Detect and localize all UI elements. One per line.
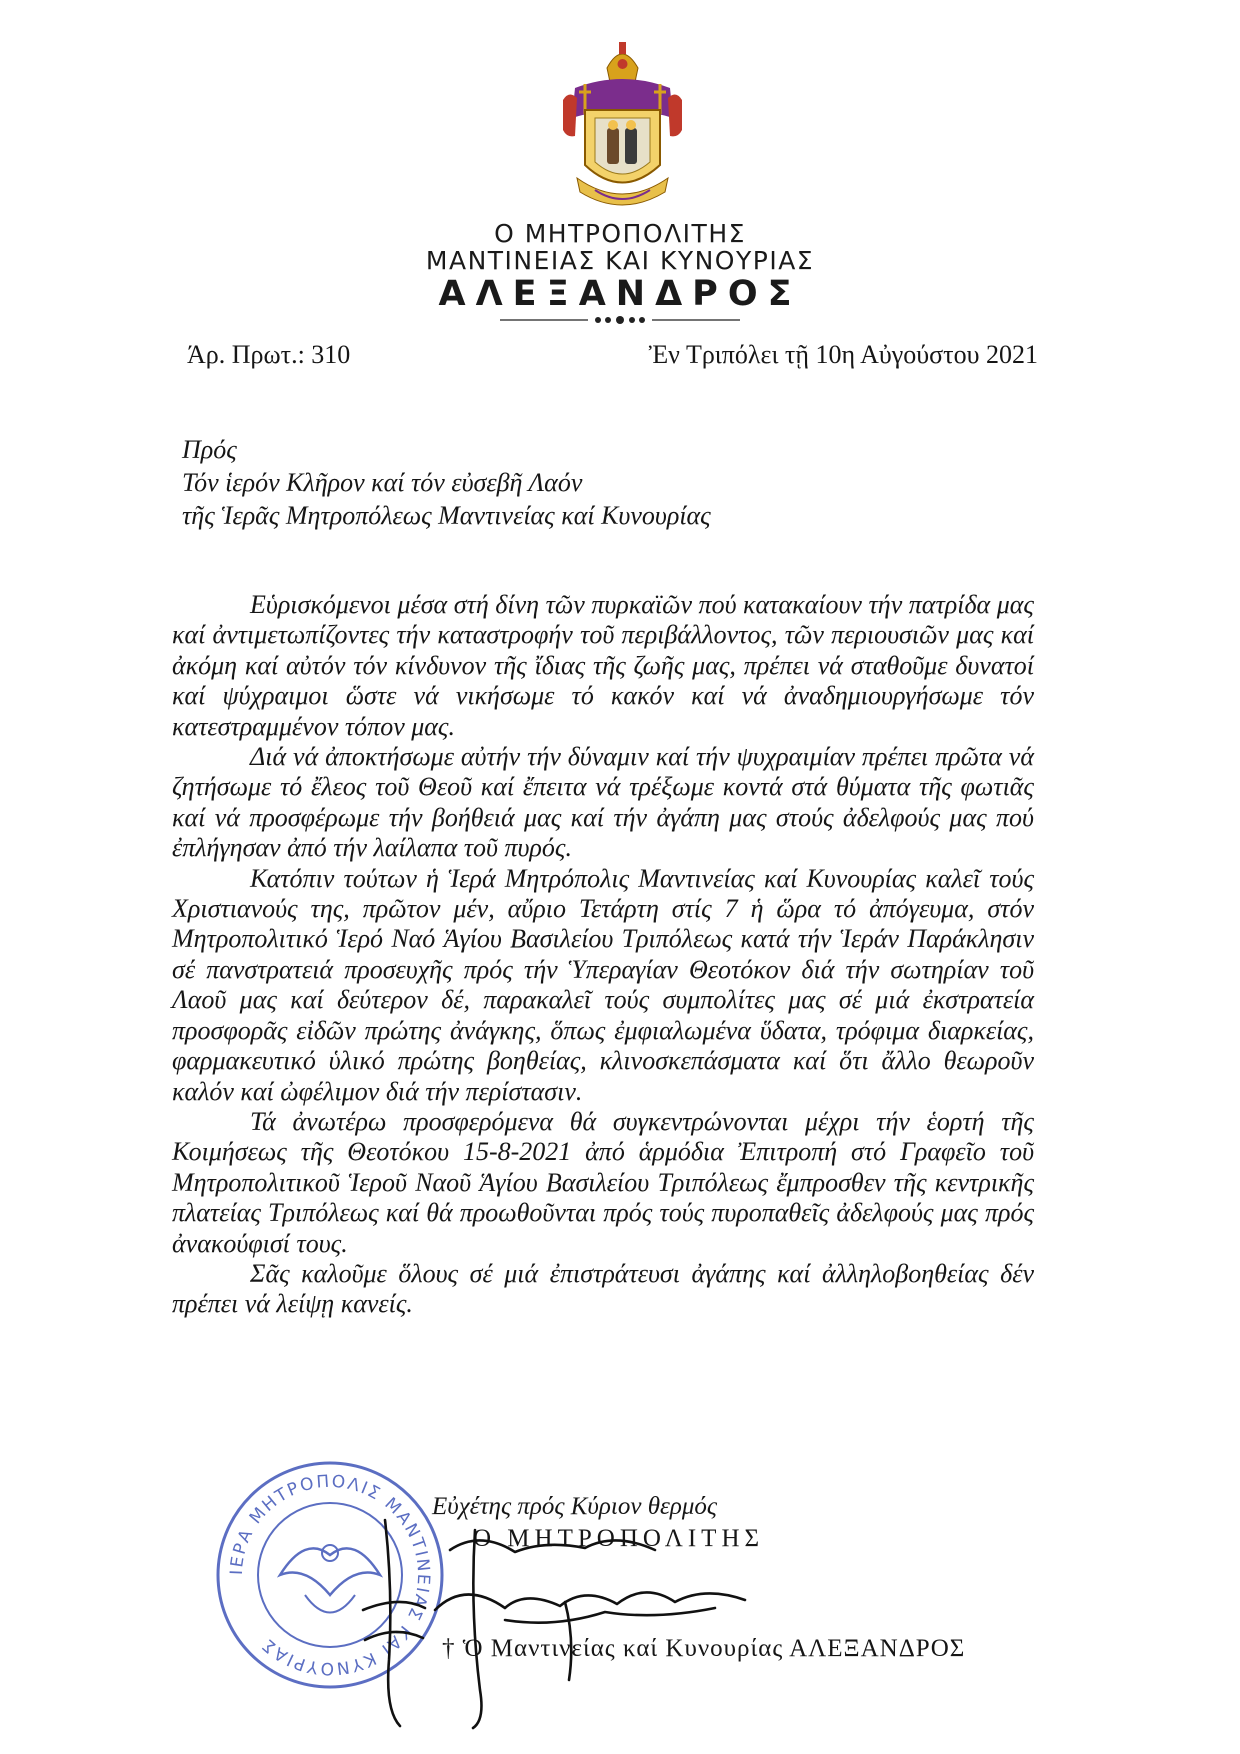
body-paragraph: Κατόπιν τούτων ἡ Ἱερά Μητρόπολις Μαντινείας καί Κυνουρίας καλεῖ τούς Χριστιανούς της, πρῶτον μέν, αὔριο Τετάρτη στίς 7 ἡ ὥρα τό ἀπόγευμα, στόν Μητροπολιτικό Ἱερό Ναό Ἁγίου Βασιλείου Τριπόλεως κατά τήν Ἱεράν Παράκλησιν σέ πανστρατειά προσευχῆς πρός τήν Ὑπεραγίαν Θεοτόκον διά τήν σωτηρίαν τοῦ Λαοῦ μας καί δεύτερον δέ, παρακαλεῖ τούς συμπολίτες μας σέ μιά ἐκστρατεία προσφορᾶς εἰδῶν πρώτης ἀνάγκης, ὅπως ἐμφιαλωμένα ὕδατα, τρόφιμα διαρκείας, φαρμακευτικό ὑλικό πρώτης βοηθείας, κλινοσκεπάσματα καί ὅτι ἄλλο θεωροῦν καλόν καί ὠφέλιμον διά τήν περίστασιν. [172,863,1034,1106]
letter-date: Ἐν Τριπόλει τῇ 10η Αὐγούστου 2021 [648,340,1038,369]
seal-text: ΙΕΡΑ ΜΗΤΡΟΠΟΛΙΣ ΜΑΝΤΙΝΕΙΑΣ ΚΑΙ ΚΥΝΟΥΡΙΑΣ [226,1471,434,1679]
body-paragraph: Εὑρισκόμενοι μέσα στή δίνη τῶν πυρκαϊῶν πού κατακαίουν τήν πατρίδα μας καί ἀντιμετωπίζοντες τήν καταστροφήν τοῦ περιβάλλοντος, τῶν περιουσιῶν μας καί ἀκόμη καί αὐτόν τόν κίνδυνον τῆς ἴδιας τῆς ζωῆς μας, πρέπει νά σταθοῦμε δυνατοί καί ψύχραιμοι ὥστε νά νικήσωμε τό κακόν καί νά ἀναδημιουργήσωμε τόν κατεστραμμένον τόπον μας. [172,590,1034,741]
recipient-to: Πρός [182,435,237,464]
signatory-name: † Ὁ Μαντινείας καί Κυνουρίας ΑΛΕΞΑΝΔΡΟΣ [442,1635,966,1662]
recipient-line-1: Τόν ἱερόν Κλῆρον καί τόν εὐσεβῆ Λαόν [182,468,583,497]
body-paragraph: Τά ἀνωτέρω προσφερόμενα θά συγκεντρώνονται μέχρι τήν ἑορτή τῆς Κοιμήσεως τῆς Θεοτόκου 15-8-2021 ἀπό ἁρμόδια Ἐπιτροπή στό Γραφεῖο τοῦ Μητροπολιτικοῦ Ἱεροῦ Ναοῦ Ἁγίου Βασιλείου Τριπόλεως ἔμπροσθεν τῆς κεντρικῆς πλατείας Τριπόλεως καί θά προωθοῦνται πρός τούς πυροπαθεῖς ἀδελφούς μας πρός ἀνακούφισί τους. [172,1106,1034,1258]
closing-title: Ο ΜΗΤΡΟΠΟΛΙΤΗΣ [473,1525,765,1552]
recipient-line-2: τῆς Ἱερᾶς Μητροπόλεως Μαντινείας καί Κυνουρίας [182,501,711,530]
letter-body [172,590,1034,1320]
protocol-number: Άρ. Πρωτ.: 310 [187,340,351,369]
closing-salutation: Εὐχέτης πρός Κύριον θερμός [432,1493,718,1520]
handwritten-signature [355,1490,775,1730]
letterhead-name: ΑΛΕΞΑΝΔΡΟΣ [438,274,802,314]
ornament-divider [500,314,740,326]
letterhead-see: ΜΑΝΤΙΝΕΙΑΣ ΚΑΙ ΚΥΝΟΥΡΙΑΣ [425,246,815,275]
body-paragraph: Διά νά ἀποκτήσωμε αὐτήν τήν δύναμιν καί τήν ψυχραιμίαν πρέπει πρῶτα νά ζητήσωμε τό ἔλεος τοῦ Θεοῦ καί ἔπειτα νά τρέξωμε κοντά στά θύματα τῆς φωτιᾶς καί νά προσφέρωμε τήν βοήθειά μας καί τήν ἀγάπη μας στούς ἀδελφούς μας πού ἐπλήγησαν ἀπό τήν λαίλαπα τοῦ πυρός. [172,742,1034,863]
metropolis-crest-logo [555,40,690,220]
recipient-block [182,433,711,532]
body-paragraph: Σᾶς καλοῦμε ὅλους σέ μιά ἐπιστράτευσι ἀγάπης καί ἀλληλοβοηθείας δέν πρέπει νά λείψῃ κανείς. [172,1258,1034,1319]
letterhead-title: Ο ΜΗΤΡΟΠΟΛΙΤΗΣ [494,219,746,248]
